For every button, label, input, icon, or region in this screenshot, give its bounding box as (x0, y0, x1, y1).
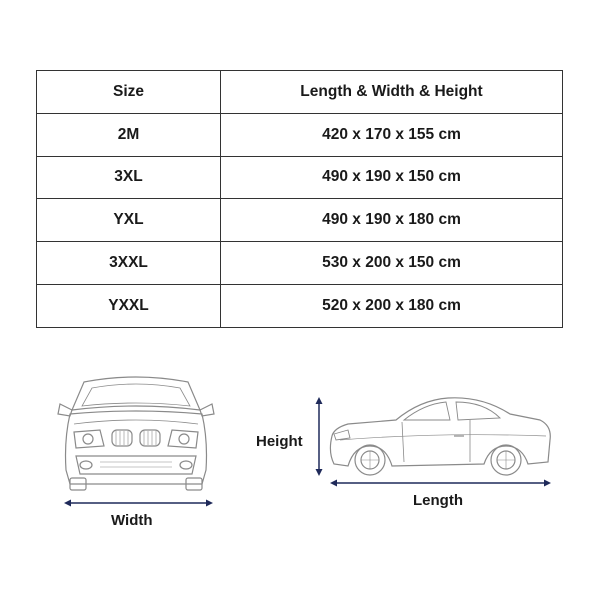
width-arrow (64, 500, 213, 507)
dimensions-header: Length & Width & Height (221, 71, 563, 114)
length-label: Length (413, 492, 463, 509)
dimensions-cell: 420 x 170 x 155 cm (221, 113, 563, 156)
size-cell: 2M (37, 113, 221, 156)
car-front-view-illustration (58, 377, 214, 490)
width-label: Width (111, 512, 153, 529)
dimensions-cell: 530 x 200 x 150 cm (221, 242, 563, 285)
dimensions-cell: 490 x 190 x 150 cm (221, 156, 563, 199)
length-arrow (330, 480, 551, 487)
size-cell: YXL (37, 199, 221, 242)
height-arrow (316, 397, 323, 476)
size-cell: 3XXL (37, 242, 221, 285)
size-cell: YXXL (37, 284, 221, 327)
height-label: Height (256, 433, 303, 450)
car-side-view-illustration (330, 398, 550, 475)
size-header: Size (37, 71, 221, 114)
dimensions-cell: 520 x 200 x 180 cm (221, 284, 563, 327)
size-cell: 3XL (37, 156, 221, 199)
dimensions-cell: 490 x 190 x 180 cm (221, 199, 563, 242)
